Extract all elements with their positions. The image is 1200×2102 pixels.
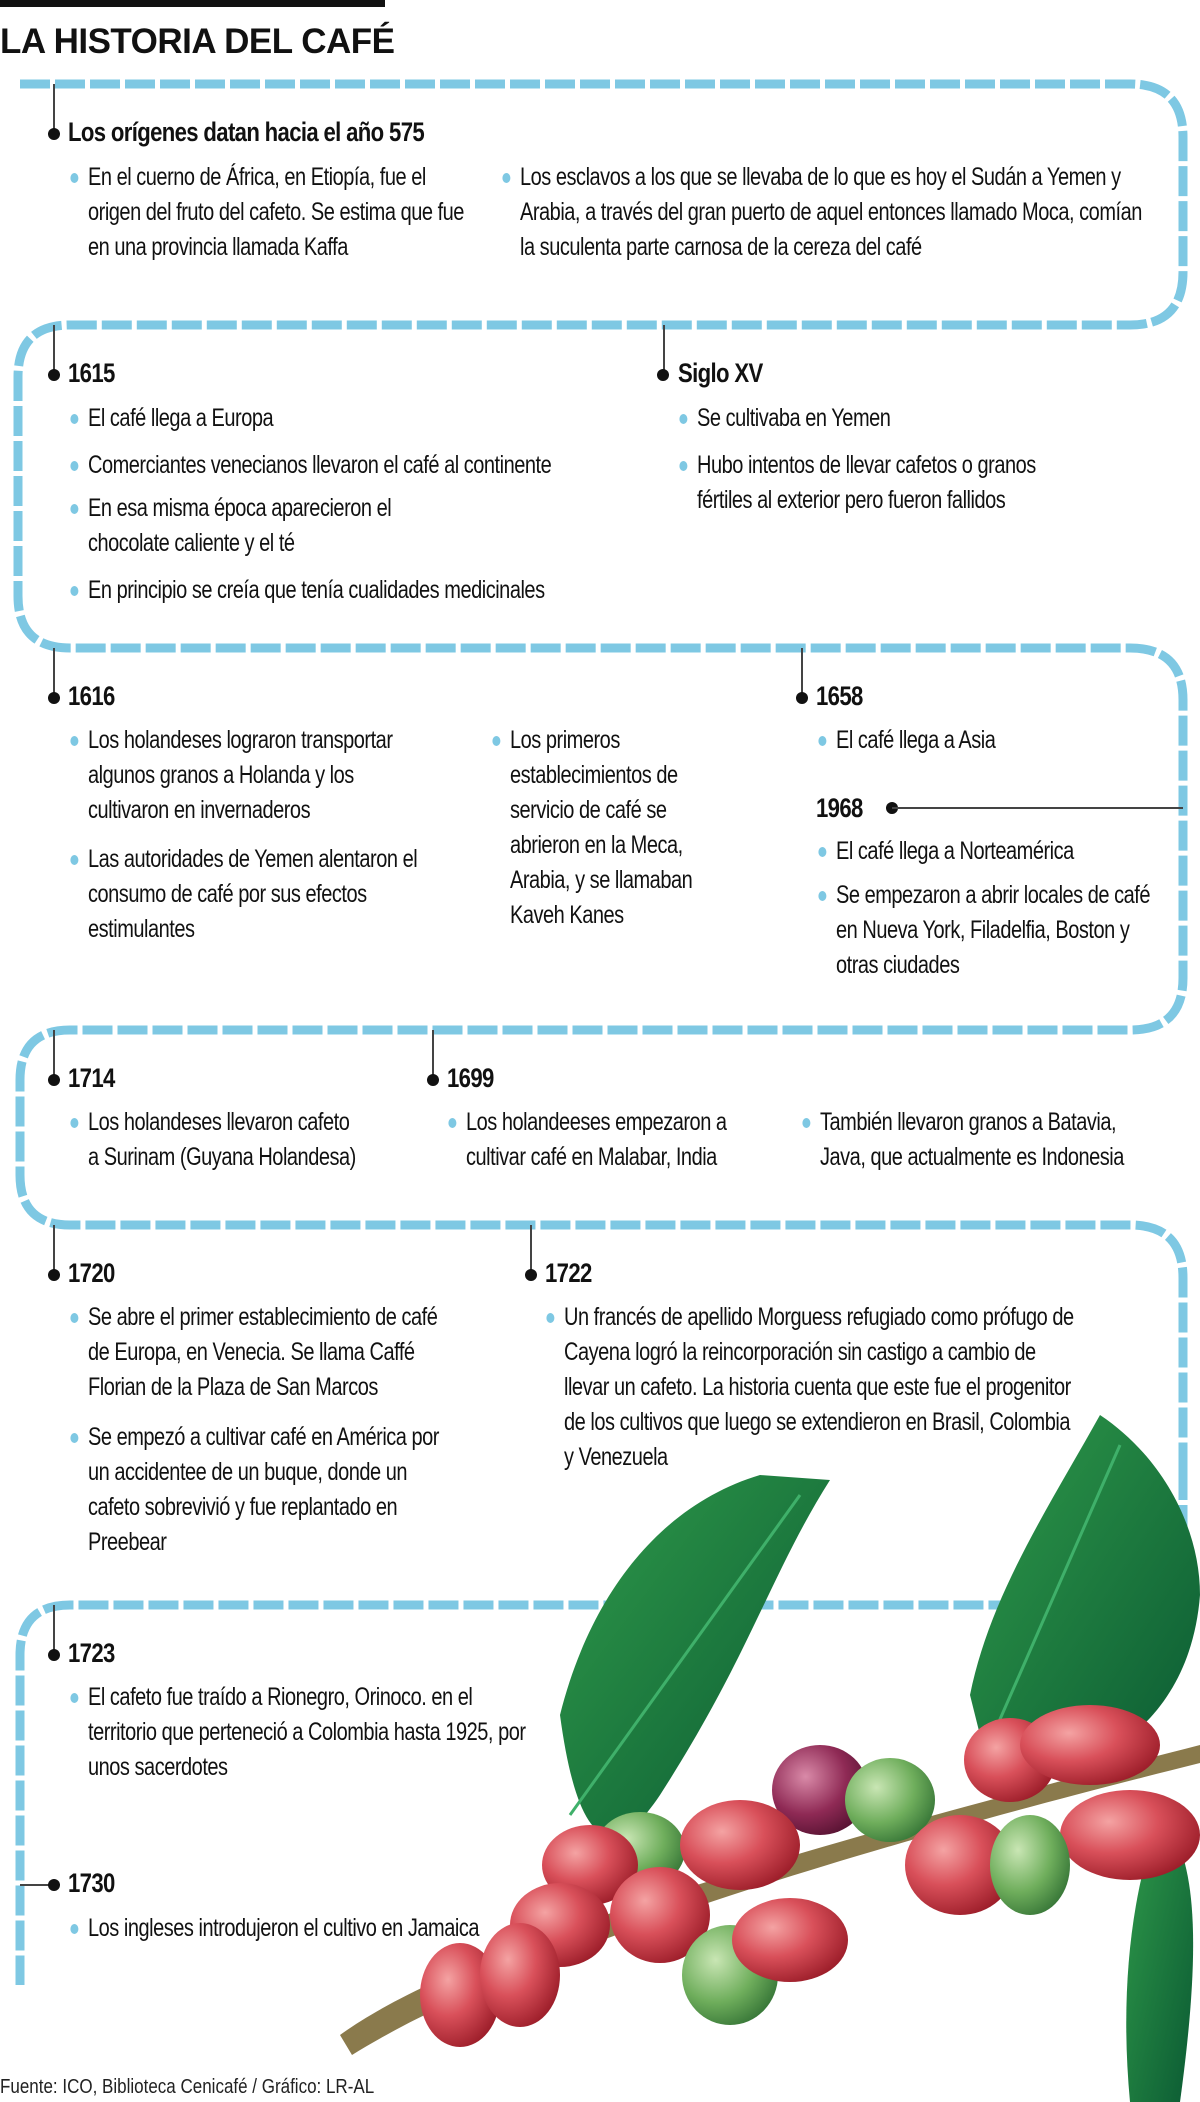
event-1720	[68, 1257, 125, 1289]
event-bullet: Los holandeses lograron transportar algunos granos a Holanda y los cultivaron en invernaderos	[88, 723, 432, 828]
event-year: 1615	[68, 358, 115, 388]
event-1616	[68, 680, 125, 712]
timeline-dot	[48, 1879, 60, 1891]
event-bullet: En principio se creía que tenía cualidades medicinales	[88, 573, 648, 608]
event-year: 1720	[68, 1258, 115, 1288]
connector-line	[530, 1225, 532, 1275]
timeline-dot	[48, 692, 60, 704]
event-bullet: El café llega a Asia	[836, 723, 1156, 758]
connector-line	[53, 1225, 55, 1275]
event-year: 1968	[816, 793, 863, 823]
event-bullet: Se cultivaba en Yemen	[697, 401, 1097, 436]
event-bullet: Los holandeeses empezaron a cultivar café en Malabar, India	[466, 1105, 730, 1175]
event-bullet: El café llega a Europa	[88, 401, 648, 436]
event-bullet: En el cuerno de África, en Etiopía, fue el origen del fruto del cafeto. Se estima que fue en una provincia llamada Kaffa	[88, 160, 464, 265]
timeline-dot	[48, 1649, 60, 1661]
connector-line	[801, 648, 803, 698]
connector-line	[53, 648, 55, 698]
event-bullet: El café llega a Norteamérica	[836, 834, 1156, 869]
event-year: Los orígenes datan hacia el año 575	[68, 117, 425, 147]
event-bullet: Se empezaron a abrir locales de café en Nueva York, Filadelfia, Boston y otras ciudades	[836, 878, 1156, 983]
event-1723	[68, 1637, 125, 1669]
event-bullet: Los holandeses llevaron cafeto a Surinam (Guyana Holandesa)	[88, 1105, 360, 1175]
connector-line	[892, 807, 1183, 809]
event-1699	[447, 1062, 504, 1094]
event-bullet: Un francés de apellido Morguess refugiado como prófugo de Cayena logró la reincorporación sin castigo a cambio de llevar un cafeto. La historia cuenta que este fue el progenitor de los cultivos que luego se extendieron en Brasil, Colombia y Venezuela	[564, 1300, 1084, 1475]
event-year: 1658	[816, 681, 863, 711]
event-1658	[816, 680, 873, 712]
event-bullet: También llevaron granos a Batavia, Java, que actualmente es Indonesia	[820, 1105, 1148, 1175]
event-bullet: Las autoridades de Yemen alentaron el consumo de café por sus efectos estimulantes	[88, 842, 432, 947]
timeline-dot	[525, 1269, 537, 1281]
event-year: 1699	[447, 1063, 494, 1093]
connector-line	[53, 1030, 55, 1080]
event-bullet: El cafeto fue traído a Rionegro, Orinoco. en el territorio que perteneció a Colombia hasta 1925, por unos sacerdotes	[88, 1680, 536, 1785]
connector-line	[53, 1605, 55, 1655]
event-1722	[545, 1257, 602, 1289]
event-year: Siglo XV	[678, 358, 763, 388]
event-1615	[68, 357, 125, 389]
timeline-dot	[48, 369, 60, 381]
event-bullet: Comerciantes venecianos llevaron el café al continente	[88, 448, 648, 483]
event-bullet: Se empezó a cultivar café en América por un accidentee de un buque, donde un cafeto sobrevivió y fue replantado en Preebear	[88, 1420, 440, 1560]
event-bullet: Los ingleses introdujeron el cultivo en Jamaica	[88, 1911, 648, 1946]
event-bullet: Hubo intentos de llevar cafetos o granos fértiles al exterior pero fueron fallidos	[697, 448, 1065, 518]
coffee-branch-illustration	[330, 1395, 1200, 2102]
event-year: 1722	[545, 1258, 592, 1288]
connector-line	[53, 84, 55, 134]
event-1730	[68, 1867, 125, 1899]
timeline-dot	[657, 369, 669, 381]
timeline-dot	[48, 128, 60, 140]
connector-line	[663, 325, 665, 375]
page-title: LA HISTORIA DEL CAFÉ	[0, 22, 395, 61]
timeline-dot	[796, 692, 808, 704]
event-year: 1616	[68, 681, 115, 711]
event-year: 1723	[68, 1638, 115, 1668]
event-1714	[68, 1062, 125, 1094]
event-year: 1714	[68, 1063, 115, 1093]
event-bullet: Los esclavos a los que se llevaba de lo que es hoy el Sudán a Yemen y Arabia, a través del gran puerto de aquel entonces llamado Moca, comían la suculenta parte carnosa de la cereza del café	[520, 160, 1160, 265]
event-bullet: Se abre el primer establecimiento de café de Europa, en Venecia. Se llama Caffé Florian de la Plaza de San Marcos	[88, 1300, 440, 1405]
timeline-dot	[48, 1074, 60, 1086]
connector-line	[432, 1030, 434, 1080]
timeline-dot	[48, 1269, 60, 1281]
event-year: 1730	[68, 1868, 115, 1898]
connector-line	[53, 325, 55, 375]
event-bullet: Los primeros establecimientos de servicio de café se abrieron en la Meca, Arabia, y se llamaban Kaveh Kanes	[510, 723, 710, 933]
event-siglo-xv	[678, 357, 781, 389]
source-credit: Fuente: ICO, Biblioteca Cenicafé / Gráfico: LR-AL	[0, 2076, 375, 2098]
event-1968	[816, 792, 873, 824]
event-bullet: En esa misma época aparecieron el chocolate caliente y el té	[88, 491, 456, 561]
event-origins	[68, 116, 502, 148]
timeline-dot	[427, 1074, 439, 1086]
